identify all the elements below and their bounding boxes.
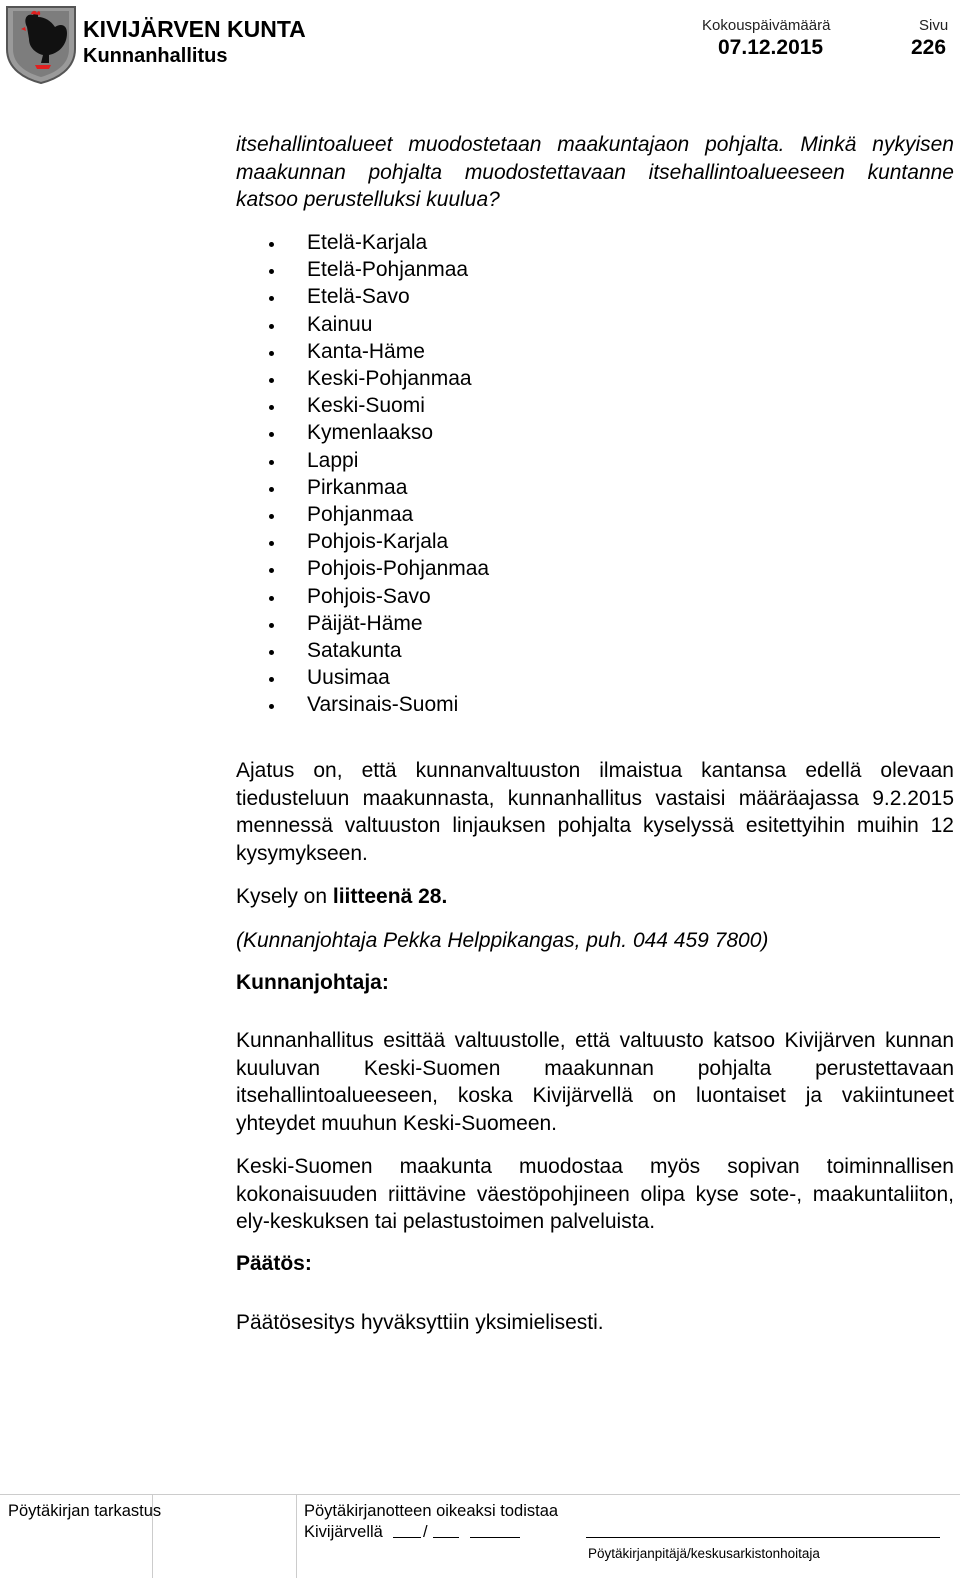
decision-text: Päätösesitys hyväksyttiin yksimielisesti. xyxy=(236,1311,604,1334)
attachment-note xyxy=(236,883,954,911)
region-list-item: Uusimaa xyxy=(265,664,489,691)
place-name: Kivijärvellä xyxy=(304,1523,383,1541)
department-name: Kunnanhallitus xyxy=(83,45,228,67)
region-list-item: Pohjois-Karjala xyxy=(265,528,489,555)
contact-info: (Kunnanjohtaja Pekka Helppikangas, puh. 044 459 7800) xyxy=(236,929,769,952)
proposal-paragraph-1: Kunnanhallitus esittää valtuustolle, että valtuusto katsoo Kivijärven kunnan kuuluvan Keski-Suomen maakunnan pohjalta perustettavaan itsehallintoalueeseen, koska Kivijärvellä on luontaiset ja vakiintuneet yhteydet muuhun Keski-Suomeen. xyxy=(236,1029,954,1135)
signature-line xyxy=(586,1537,940,1538)
attachment-prefix: Kysely on xyxy=(236,885,333,908)
region-list-item: Lappi xyxy=(265,447,489,474)
region-list-item: Kymenlaakso xyxy=(265,419,489,446)
region-list-item: Pirkanmaa xyxy=(265,474,489,501)
certify-label: Pöytäkirjanotteen oikeaksi todistaa xyxy=(304,1502,559,1520)
heading-paatos: Päätös: xyxy=(236,1252,312,1275)
organization-name: KIVIJÄRVEN KUNTA xyxy=(83,16,306,42)
paragraph-ajatus: Ajatus on, että kunnanvaltuuston ilmaistua kantansa edellä olevaan tiedusteluun maakunnasta, kunnanhallitus vastaisi määräajassa 9.2.2015 mennessä valtuuston linjauksen pohjalta kyselyssä esitettyihin muihin 12 kysymykseen. xyxy=(236,759,954,865)
region-list-item: Kainuu xyxy=(265,311,489,338)
region-list-item: Kanta-Häme xyxy=(265,338,489,365)
region-list-item: Keski-Suomi xyxy=(265,392,489,419)
page-label: Sivu xyxy=(919,17,949,34)
footer-place-date xyxy=(304,1523,383,1542)
meeting-date-value: 07.12.2015 xyxy=(718,36,824,59)
region-list-item: Etelä-Karjala xyxy=(265,229,489,256)
proposal-paragraph-2: Keski-Suomen maakunta muodostaa myös sopivan toiminnallisen kokonaisuuden riittävine väestöpohjineen olipa kyse sote-, maakuntaliiton, ely-keskuksen tai pelastustoimen palveluista. xyxy=(236,1155,954,1233)
page-number: 226 xyxy=(911,36,947,59)
review-label: Pöytäkirjan tarkastus xyxy=(8,1502,162,1520)
region-list-item: Etelä-Pohjanmaa xyxy=(265,256,489,283)
region-list-item: Varsinais-Suomi xyxy=(265,691,489,718)
region-list-item: Pohjois-Savo xyxy=(265,583,489,610)
region-list-item: Pohjanmaa xyxy=(265,501,489,528)
region-list-item: Satakunta xyxy=(265,637,489,664)
date-day-line xyxy=(393,1537,421,1538)
signer-role: Pöytäkirjanpitäjä/keskusarkistonhoitaja xyxy=(588,1546,820,1561)
region-list-item: Päijät-Häme xyxy=(265,610,489,637)
region-list-item: Pohjois-Pohjanmaa xyxy=(265,555,489,582)
region-list-item: Keski-Pohjanmaa xyxy=(265,365,489,392)
date-separator: / xyxy=(423,1523,428,1541)
meeting-date-label: Kokouspäivämäärä xyxy=(702,17,831,34)
heading-kunnanjohtaja: Kunnanjohtaja: xyxy=(236,971,389,994)
attachment-number: liitteenä 28. xyxy=(332,885,448,908)
region-list xyxy=(265,229,489,719)
municipality-coat-of-arms-logo xyxy=(5,5,77,85)
region-list-item: Etelä-Savo xyxy=(265,283,489,310)
date-month-line xyxy=(433,1537,459,1538)
date-year-line xyxy=(470,1537,520,1538)
intro-paragraph: itsehallintoalueet muodostetaan maakuntajaon pohjalta. Minkä nykyisen maakunnan pohjalta muodostettavaan itsehallintoalueeseen kuntanne katsoo perustelluksi kuulua? xyxy=(236,133,954,211)
footer-divider xyxy=(296,1494,297,1578)
